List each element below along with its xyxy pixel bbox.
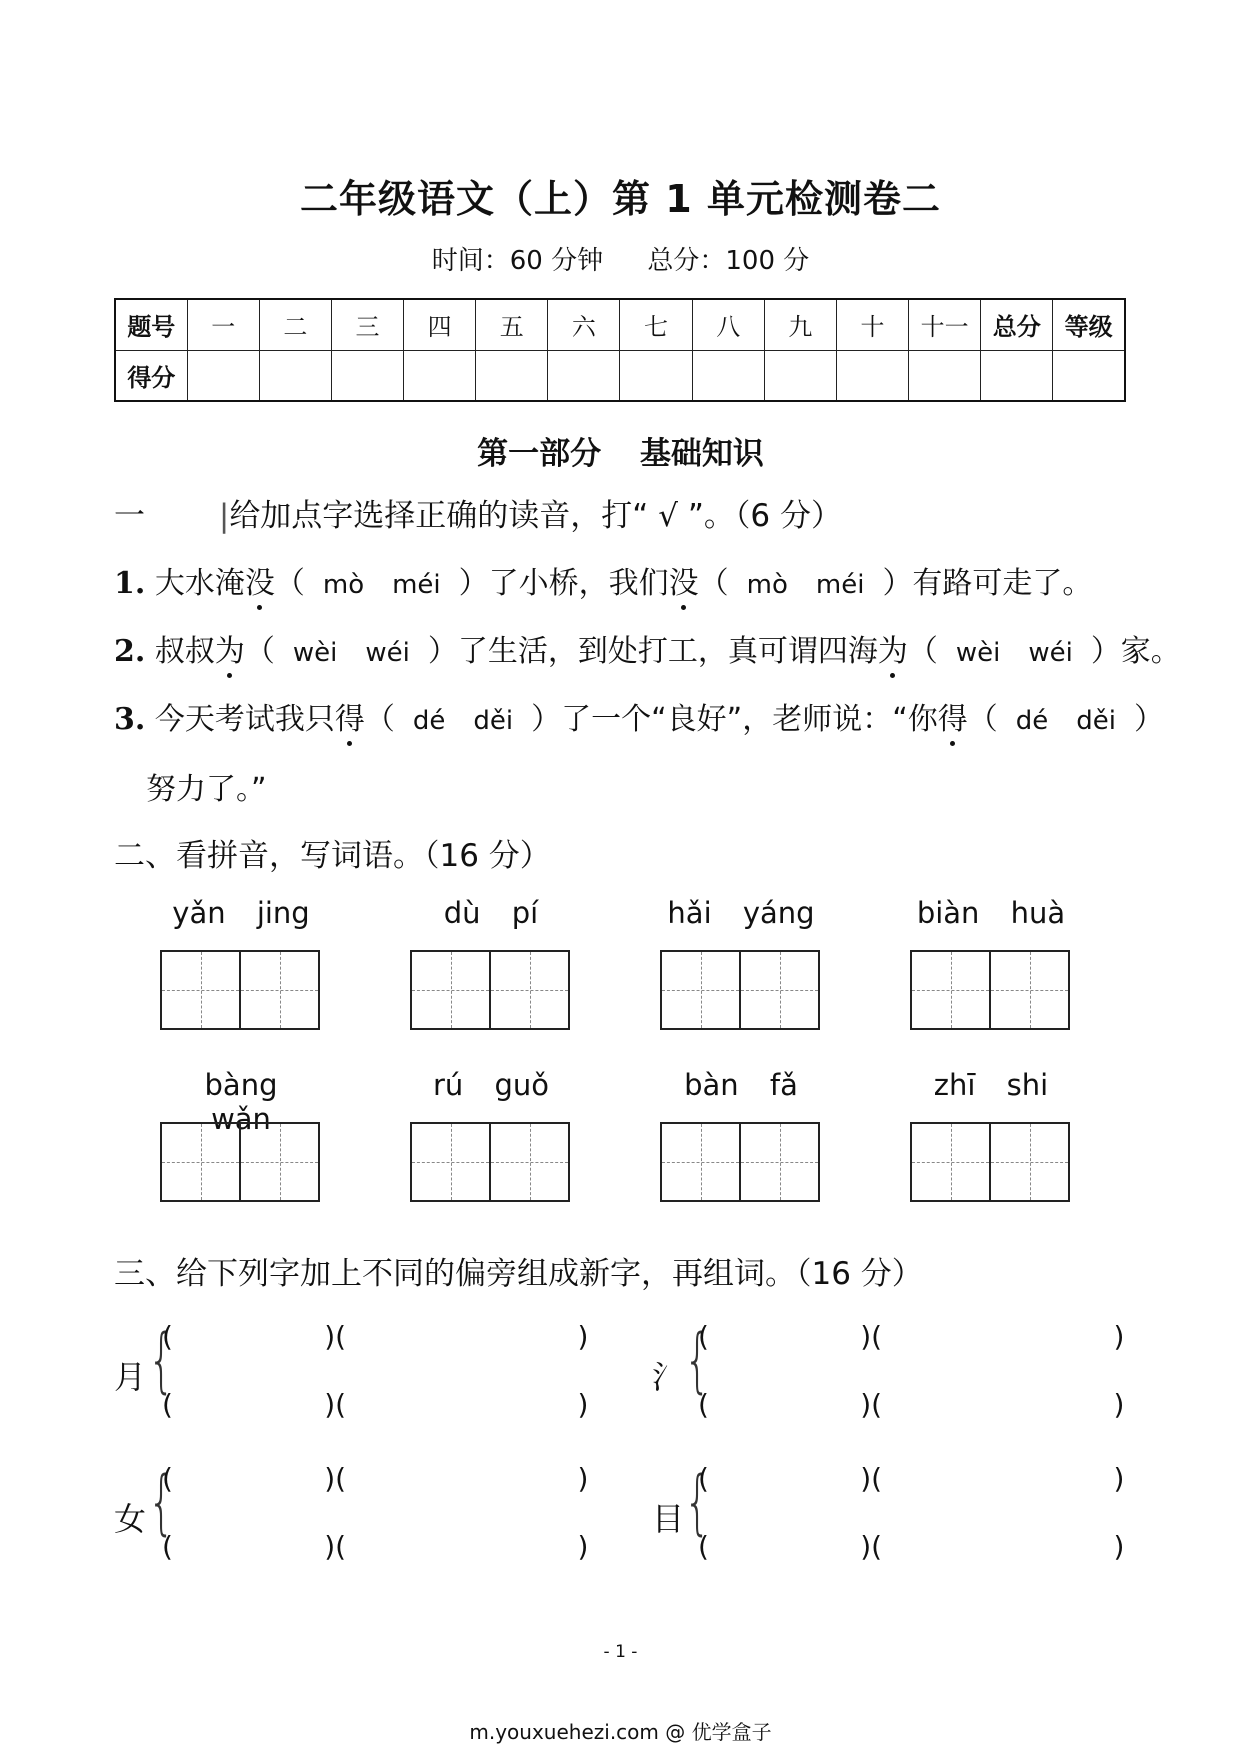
paren-open: （ (907, 634, 938, 669)
score-col: 十 (836, 299, 908, 350)
paren-open: （ (698, 566, 729, 601)
section-one-heading (114, 490, 842, 535)
question-text: 今天考试我只 (154, 702, 335, 737)
writing-grid[interactable] (160, 1122, 320, 1202)
pinyin-choices (998, 706, 1134, 736)
score-cell[interactable] (548, 350, 620, 401)
score-cell[interactable] (259, 350, 331, 401)
section-two-heading: 二、看拼音，写词语。（16 分） (114, 838, 551, 874)
writing-cell[interactable] (739, 1124, 818, 1200)
question-text: ） (1133, 702, 1164, 737)
writing-grid[interactable] (410, 950, 570, 1030)
writing-cell[interactable] (489, 1124, 568, 1200)
part-one-label: 第一部分 (477, 436, 602, 472)
paren-open: （ (967, 702, 998, 737)
writing-cell[interactable] (912, 952, 989, 1028)
score-cell[interactable] (187, 350, 259, 401)
radical-char: 月 (114, 1358, 147, 1396)
pinyin-word: hǎi yáng (667, 896, 815, 930)
page-number: - 1 - (603, 1642, 638, 1662)
writing-cell[interactable] (162, 1124, 239, 1200)
answer-parens[interactable]: ( )( ) (698, 1388, 1125, 1421)
question-text: 叔叔 (154, 634, 215, 669)
score-col: 八 (692, 299, 764, 350)
writing-cell[interactable] (739, 952, 818, 1028)
question-text: ）了一个“良好”，老师说：“你 (531, 702, 938, 737)
question-text: ）有路可走了。 (882, 566, 1093, 601)
dotted-char: 为 (215, 626, 245, 670)
score-cell[interactable] (909, 350, 981, 401)
footer-source: m.youxuehezi.com @ 优学盒子 (469, 1720, 772, 1744)
pinyin-choices (938, 638, 1091, 668)
exam-total-score: 总分：100 分 (647, 246, 810, 276)
dotted-char: 得 (938, 694, 968, 738)
score-col: 九 (764, 299, 836, 350)
section-one-title: 给加点字选择正确的读音，打“ √ ”。（6 分） (229, 498, 842, 534)
writing-cell[interactable] (239, 952, 318, 1028)
writing-cell[interactable] (912, 1124, 989, 1200)
brace-icon: { (148, 1319, 175, 1401)
score-table (114, 298, 1126, 402)
score-col-grade: 等级 (1053, 299, 1125, 350)
pinyin-option[interactable]: wéi (1028, 638, 1073, 668)
answer-parens[interactable]: ( )( ) (162, 1462, 589, 1495)
score-row-label: 得分 (115, 350, 187, 401)
question-1 (114, 558, 1092, 602)
pinyin-choices (395, 706, 531, 736)
pinyin-option[interactable]: wèi (292, 638, 338, 668)
score-col: 六 (548, 299, 620, 350)
brace-icon: { (684, 1461, 711, 1543)
pinyin-option[interactable]: dé (1015, 706, 1049, 736)
radical-char: 目 (652, 1500, 685, 1538)
writing-cell[interactable] (239, 1124, 318, 1200)
writing-cell[interactable] (412, 952, 489, 1028)
radical-char: 女 (114, 1500, 147, 1538)
score-cell[interactable] (476, 350, 548, 401)
score-table-score-row (115, 350, 1125, 401)
question-number: 1. (114, 566, 146, 601)
score-cell[interactable] (331, 350, 403, 401)
dotted-char: 为 (878, 626, 908, 670)
question-text: ）了小桥，我们 (458, 566, 669, 601)
radical-char: 氵 (652, 1358, 685, 1396)
pinyin-word: yǎn jing (172, 896, 310, 930)
answer-parens[interactable]: ( )( ) (698, 1462, 1125, 1495)
exam-time: 时间：60 分钟 (431, 246, 604, 276)
pinyin-word: zhī shi (933, 1068, 1049, 1102)
score-col: 三 (331, 299, 403, 350)
pinyin-option[interactable]: méi (815, 570, 865, 600)
answer-parens[interactable]: ( )( ) (162, 1530, 589, 1563)
brace-icon: { (684, 1319, 711, 1401)
part-one-title (0, 428, 1241, 473)
question-number: 2. (114, 634, 146, 669)
section-three-heading: 三、给下列字加上不同的偏旁组成新字，再组词。（16 分） (114, 1256, 923, 1292)
pinyin-choices (305, 570, 459, 600)
pinyin-option[interactable]: mò (746, 570, 788, 600)
pinyin-option[interactable]: děi (473, 706, 514, 736)
question-3 (114, 694, 1164, 738)
question-text: ）家。 (1090, 634, 1181, 669)
pinyin-word: bàng wǎn (204, 1068, 278, 1136)
writing-cell[interactable] (662, 1124, 739, 1200)
question-3-continued: 努力了。” (146, 772, 267, 807)
score-cell[interactable] (404, 350, 476, 401)
writing-cell[interactable] (412, 1124, 489, 1200)
pinyin-option[interactable]: wèi (955, 638, 1001, 668)
page-title: 二年级语文（上）第 1 单元检测卷二 (300, 177, 941, 221)
answer-parens[interactable]: ( )( ) (698, 1530, 1125, 1563)
writing-grid[interactable] (910, 1122, 1070, 1202)
pinyin-option[interactable]: mò (322, 570, 365, 600)
pinyin-option[interactable]: děi (1076, 706, 1116, 736)
score-table-header-row (115, 299, 1125, 350)
writing-cell[interactable] (162, 952, 239, 1028)
score-col: 二 (259, 299, 331, 350)
score-col: 五 (476, 299, 548, 350)
dotted-char: 得 (335, 694, 365, 738)
pinyin-word: rú guǒ (432, 1068, 550, 1102)
score-col: 四 (404, 299, 476, 350)
pinyin-choices (275, 638, 428, 668)
pinyin-word: dù pí (443, 896, 539, 930)
score-col: 十一 (909, 299, 981, 350)
score-col-total: 总分 (981, 299, 1053, 350)
part-one-subject: 基础知识 (639, 436, 764, 472)
paren-open: （ (364, 702, 395, 737)
brace-icon: { (148, 1461, 175, 1543)
answer-parens[interactable]: ( )( ) (162, 1388, 589, 1421)
exam-info (0, 240, 1241, 277)
writing-grid[interactable] (660, 950, 820, 1030)
writing-cell[interactable] (662, 952, 739, 1028)
pinyin-word: bàn fǎ (684, 1068, 798, 1102)
score-cell[interactable] (764, 350, 836, 401)
writing-grid[interactable] (160, 950, 320, 1030)
section-one-mark: | (218, 498, 230, 534)
answer-parens[interactable]: ( )( ) (162, 1320, 589, 1353)
pinyin-word: biàn huà (916, 896, 1066, 930)
writing-grid[interactable] (910, 950, 1070, 1030)
paren-open: （ (244, 634, 275, 669)
section-one-number: 一 (114, 498, 145, 534)
pinyin-option[interactable]: méi (392, 570, 441, 600)
paren-open: （ (274, 566, 305, 601)
question-2 (114, 626, 1181, 670)
question-text: 大水淹 (154, 566, 245, 601)
writing-grid[interactable] (660, 1122, 820, 1202)
question-text: ）了生活，到处打工，真可谓四海 (427, 634, 878, 669)
writing-cell[interactable] (489, 952, 568, 1028)
question-number: 3. (114, 702, 146, 737)
score-cell[interactable] (620, 350, 692, 401)
dotted-char: 没 (669, 558, 699, 602)
score-cell[interactable] (836, 350, 908, 401)
pinyin-option[interactable]: wéi (365, 638, 410, 668)
writing-grid[interactable] (410, 1122, 570, 1202)
dotted-char: 没 (245, 558, 275, 602)
pinyin-option[interactable]: dé (412, 706, 446, 736)
pinyin-choices (729, 570, 883, 600)
score-cell[interactable] (692, 350, 764, 401)
score-col: 一 (187, 299, 259, 350)
score-col-label: 题号 (115, 299, 187, 350)
score-cell[interactable] (1053, 350, 1125, 401)
score-cell[interactable] (981, 350, 1053, 401)
score-col: 七 (620, 299, 692, 350)
writing-cell[interactable] (989, 952, 1068, 1028)
writing-cell[interactable] (989, 1124, 1068, 1200)
answer-parens[interactable]: ( )( ) (698, 1320, 1125, 1353)
